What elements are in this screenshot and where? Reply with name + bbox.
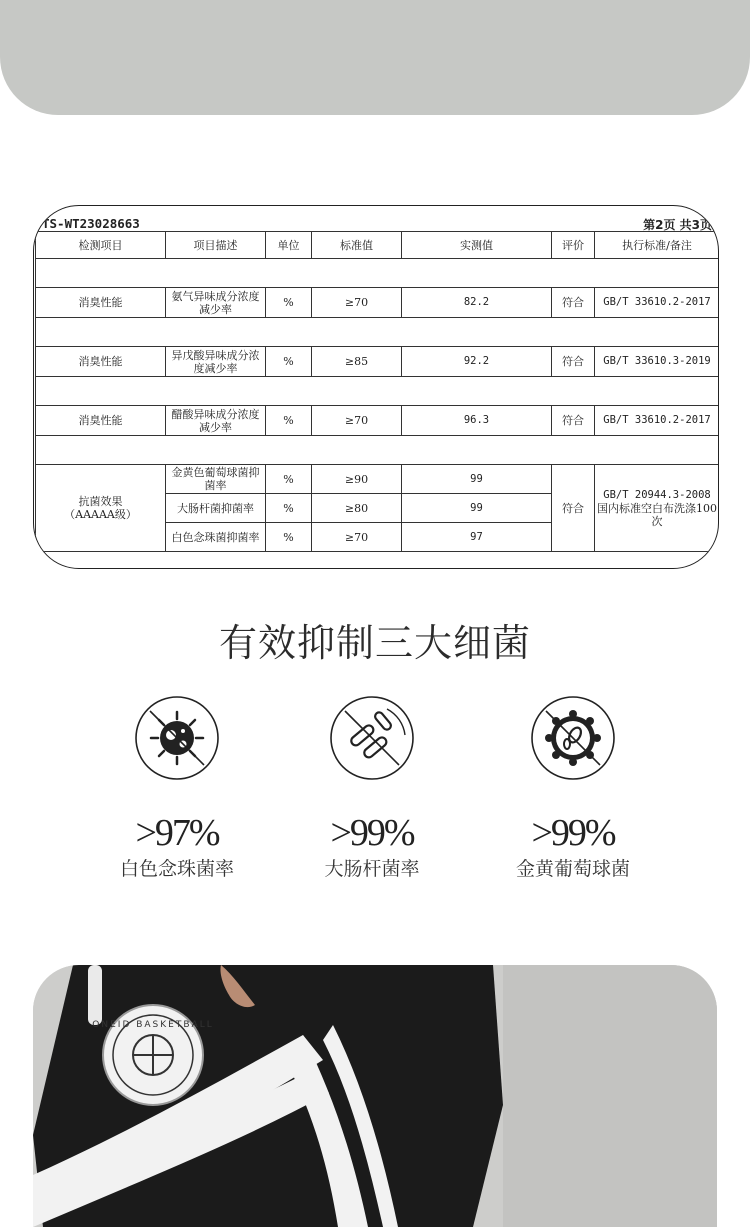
test-item: 消臭性能 — [36, 406, 166, 436]
stat-item — [77, 695, 277, 881]
shorts-illustration — [33, 965, 717, 1227]
stat-value: >99% — [531, 812, 615, 854]
antibacterial-method — [595, 465, 720, 552]
test-standard: ≥70 — [312, 288, 402, 318]
test-unit: % — [266, 347, 312, 377]
test-standard: ≥90 — [312, 465, 402, 494]
test-item: 消臭性能 — [36, 347, 166, 377]
table-spacer-row — [36, 259, 720, 288]
antibacterial-grade: （AAAAA级） — [64, 508, 137, 521]
stat-label: 金黄葡萄球菌 — [515, 858, 630, 880]
stat-item — [473, 695, 673, 881]
test-standard: ≥70 — [312, 406, 402, 436]
column-header: 评价 — [552, 232, 595, 259]
report-page: 第2页 共3页 — [643, 218, 712, 232]
stat-label: 大肠杆菌率 — [324, 858, 420, 880]
test-unit: % — [266, 494, 312, 523]
test-measured: 99 — [402, 494, 552, 523]
top-banner — [0, 0, 750, 115]
test-standard: ≥80 — [312, 494, 402, 523]
bacteria-rod-icon — [329, 695, 415, 781]
test-unit: % — [266, 465, 312, 494]
table-row — [36, 288, 720, 318]
report-table — [35, 231, 719, 552]
test-desc: 金黄色葡萄球菌抑菌率 — [166, 465, 266, 494]
test-eval: 符合 — [552, 347, 595, 377]
cell-icon — [530, 695, 616, 781]
test-measured: 97 — [402, 523, 552, 552]
test-desc: 白色念珠菌抑菌率 — [166, 523, 266, 552]
table-row — [36, 347, 720, 377]
antibacterial-item — [36, 465, 166, 552]
stat-item — [272, 695, 472, 881]
report-header — [42, 214, 712, 232]
column-header: 执行标准/备注 — [595, 232, 720, 259]
table-header-row — [36, 232, 720, 259]
column-header: 单位 — [266, 232, 312, 259]
section-title: 有效抑制三大细菌 — [218, 621, 531, 665]
test-desc: 大肠杆菌抑菌率 — [166, 494, 266, 523]
test-desc: 氨气异味成分浓度减少率 — [166, 288, 266, 318]
stat-value: >99% — [330, 812, 414, 854]
report-number: TS-WT23028663 — [42, 216, 140, 231]
stat-label: 白色念珠菌率 — [119, 858, 234, 880]
test-measured: 92.2 — [402, 347, 552, 377]
test-report-card — [33, 205, 719, 569]
antibacterial-method-note: 国内标准空白布洗涤100次 — [597, 501, 717, 528]
test-eval: 符合 — [552, 288, 595, 318]
test-desc: 醋酸异味成分浓度减少率 — [166, 406, 266, 436]
test-measured: 82.2 — [402, 288, 552, 318]
test-desc: 异戊酸异味成分浓度减少率 — [166, 347, 266, 377]
table-row — [36, 465, 720, 494]
test-method: GB/T 33610.2-2017 — [595, 406, 720, 436]
test-eval: 符合 — [552, 406, 595, 436]
table-row — [36, 406, 720, 436]
test-standard: ≥70 — [312, 523, 402, 552]
test-method: GB/T 33610.3-2019 — [595, 347, 720, 377]
test-standard: ≥85 — [312, 347, 402, 377]
table-spacer-row — [36, 436, 720, 465]
column-header: 项目描述 — [166, 232, 266, 259]
test-method: GB/T 33610.2-2017 — [595, 288, 720, 318]
test-measured: 99 — [402, 465, 552, 494]
test-item: 消臭性能 — [36, 288, 166, 318]
stat-value: >97% — [135, 812, 219, 854]
test-unit: % — [266, 523, 312, 552]
test-unit: % — [266, 288, 312, 318]
antibacterial-eval: 符合 — [552, 465, 595, 552]
product-photo — [33, 965, 717, 1227]
table-spacer-row — [36, 318, 720, 347]
virus-icon — [134, 695, 220, 781]
test-measured: 96.3 — [402, 406, 552, 436]
test-unit: % — [266, 406, 312, 436]
column-header: 检测项目 — [36, 232, 166, 259]
column-header: 实测值 — [402, 232, 552, 259]
antibacterial-method-code: GB/T 20944.3-2008 — [603, 488, 711, 501]
column-header: 标准值 — [312, 232, 402, 259]
patch-text: ONEID BASKETBALL — [92, 1020, 214, 1030]
table-spacer-row — [36, 377, 720, 406]
antibacterial-item-label: 抗菌效果 — [78, 495, 123, 508]
